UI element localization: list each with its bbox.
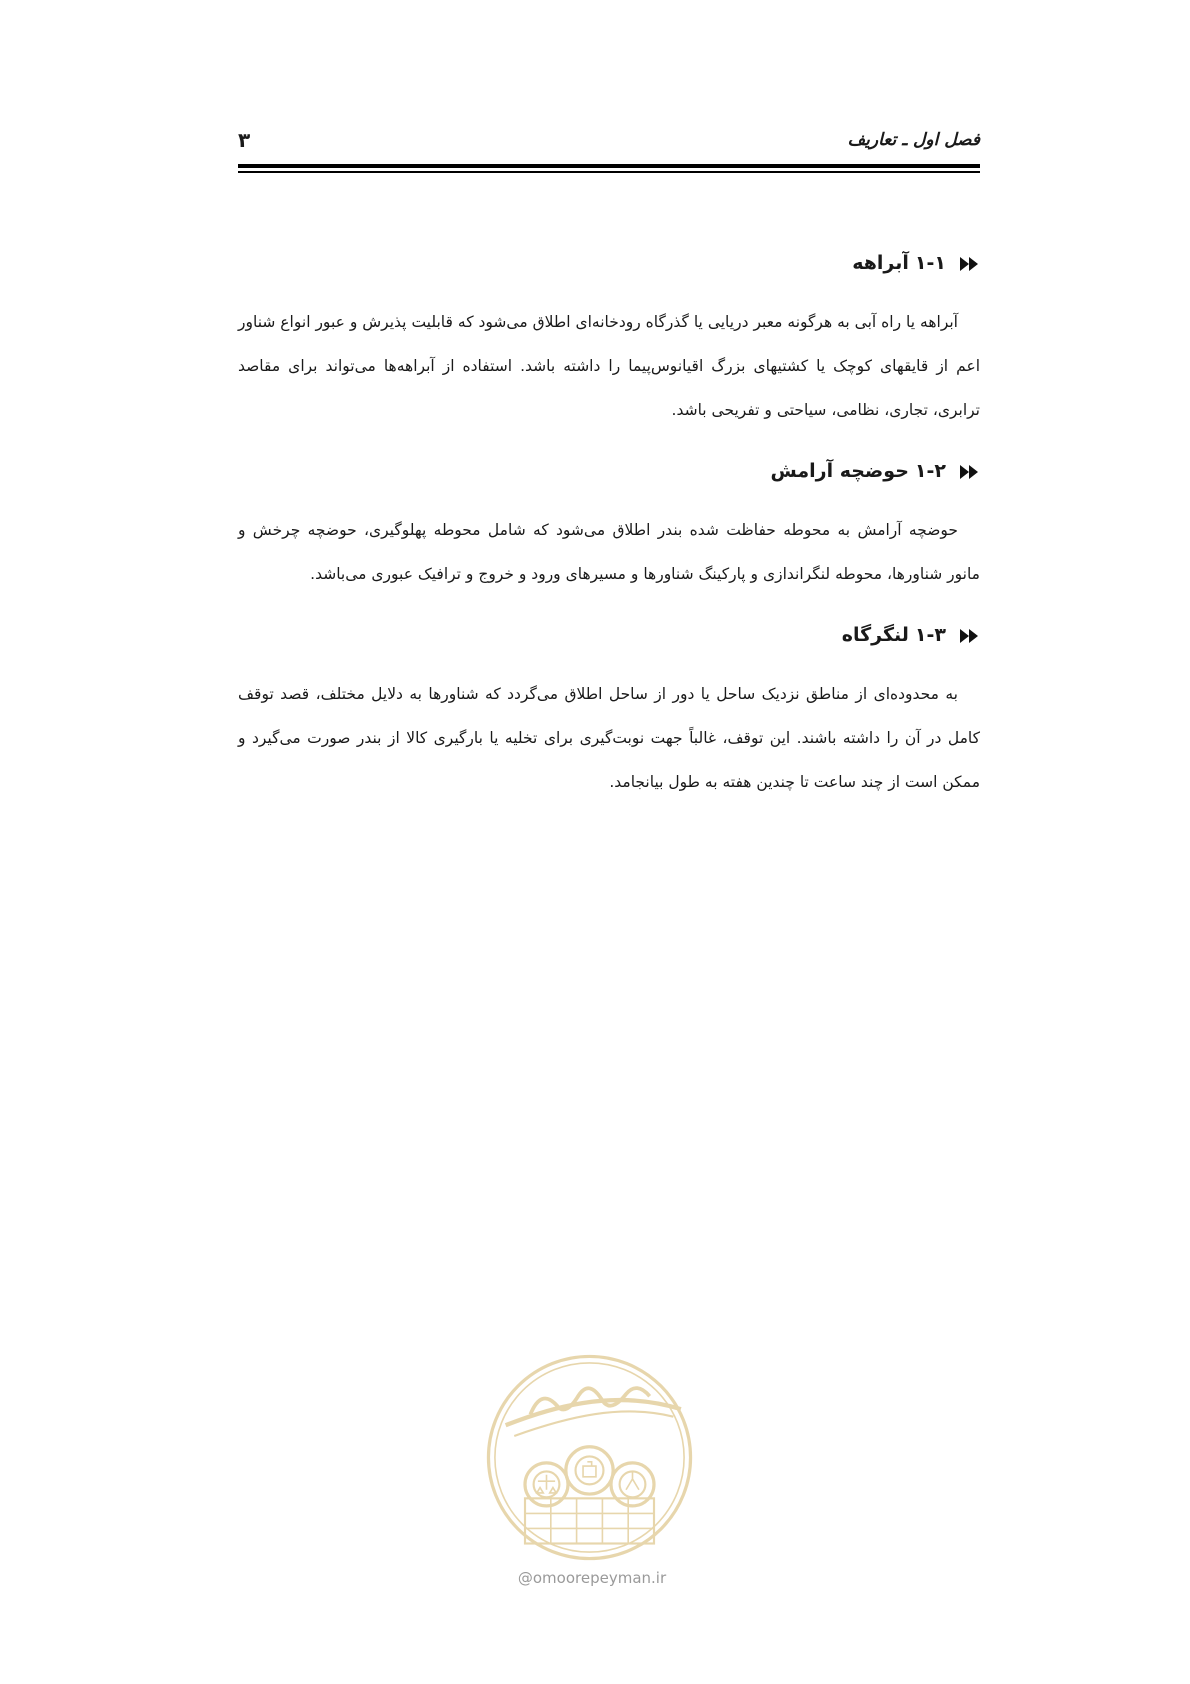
chapter-title: فصل اول ـ تعاریف <box>847 130 980 150</box>
section-anchorage <box>238 620 980 804</box>
double-arrow-icon <box>960 629 980 643</box>
section-title: حوضچه آرامش <box>770 460 909 482</box>
section-body: به محدوده‌ای از مناطق نزدیک ساحل یا دور از ساحل اطلاق می‌گردد که شناورها به دلایل مختلف، قصد توقف کامل در آن را داشته باشند. این توقف، غالباً جهت نوبت‌گیری برای تخلیه یا بارگیری کالا از بندر صورت می‌گیرد و ممکن است از چند ساعت تا چندین هفته به طول بیانجامد. <box>238 685 980 791</box>
section-number: ۱-۱ <box>914 252 946 274</box>
section-heading <box>238 456 980 486</box>
section-heading <box>238 620 980 650</box>
section-title: لنگرگاه <box>841 624 909 646</box>
double-arrow-icon <box>960 257 980 271</box>
header-rule-thick <box>238 164 980 168</box>
section-body: آبراهه یا راه آبی به هرگونه معبر دریایی یا گذرگاه رودخانه‌ای اطلاق می‌شود که قابلیت پذیرش و عبور انواع شناور اعم از قایقهای کوچک یا کشتیهای بزرگ اقیانوس‌پیما را داشته باشد. استفاده از آبراهه‌ها می‌تواند برای مقاصد ترابری، تجاری، نظامی، سیاحتی و تفریحی باشد. <box>238 313 980 419</box>
section-title: آبراهه <box>852 252 909 274</box>
header-rule-thin <box>238 171 980 173</box>
section-number: ۱-۳ <box>914 624 946 646</box>
section-number: ۱-۲ <box>914 460 946 482</box>
section-body: حوضچه آرامش به محوطه حفاظت شده بندر اطلاق می‌شود که شامل محوطه پهلوگیری، حوضچه چرخش و مانور شناورها، محوطه لنگراندازی و پارکینگ شناورها و مسیرهای ورود و خروج و ترافیک عبوری می‌باشد. <box>238 521 980 583</box>
page-content <box>238 248 980 804</box>
watermark-url: @omoorepeyman.ir <box>517 1569 667 1587</box>
section-basin <box>238 456 980 596</box>
page-number: ۳ <box>238 128 251 152</box>
section-heading <box>238 248 980 278</box>
omoorepeyman-logo-icon <box>482 1350 697 1565</box>
running-header <box>238 128 980 158</box>
section-waterway <box>238 248 980 432</box>
double-arrow-icon <box>960 465 980 479</box>
